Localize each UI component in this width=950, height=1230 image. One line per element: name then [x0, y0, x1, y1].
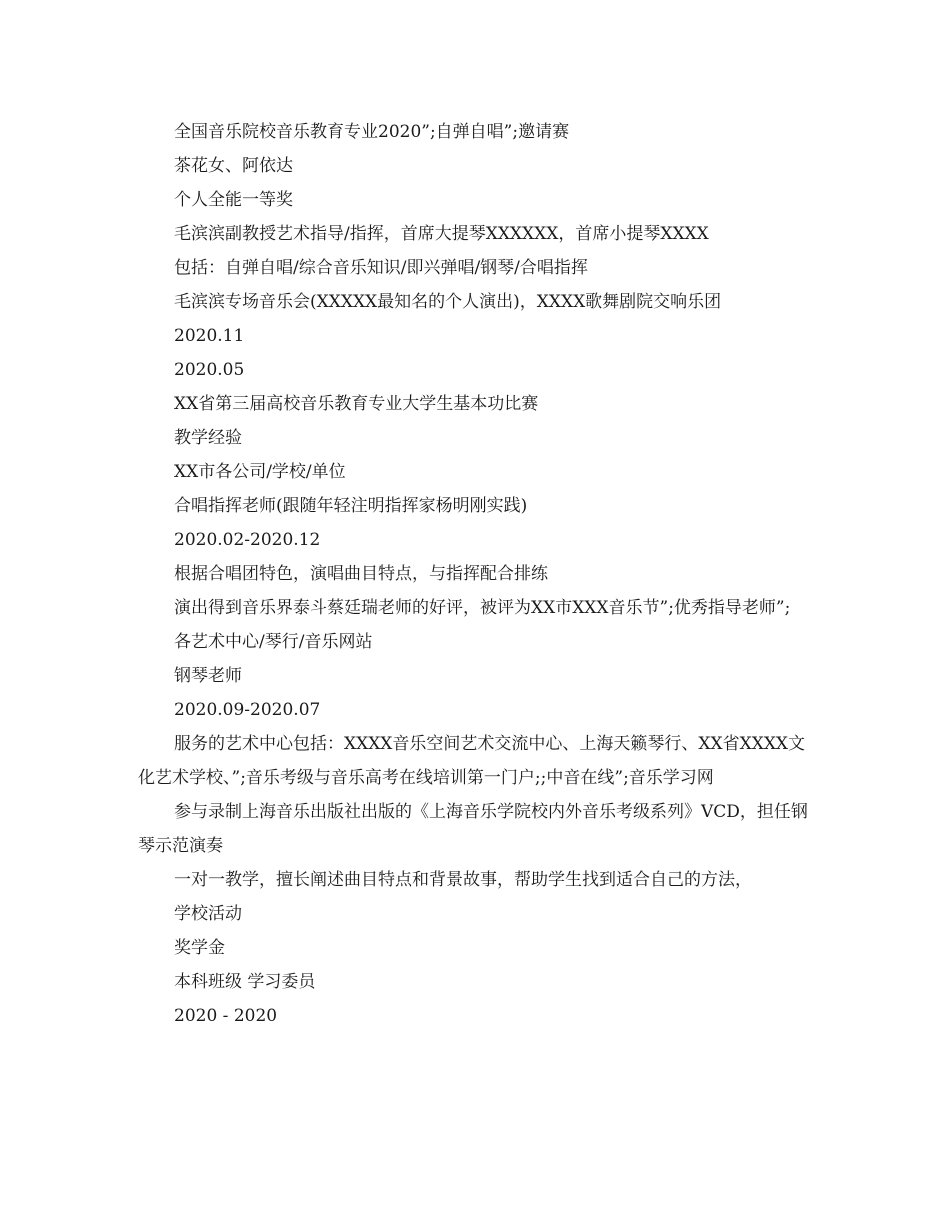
text-line: 毛滨滨副教授艺术指导/指挥，首席大提琴XXXXXX，首席小提琴XXXX [174, 224, 709, 244]
text-line: 个人全能一等奖 [174, 190, 293, 210]
text-line: 茶花女、阿依达 [174, 156, 293, 176]
text-line: 一对一教学，擅长阐述曲目特点和背景故事，帮助学生找到适合自己的方法， [174, 870, 752, 890]
text-line: 全国音乐院校音乐教育专业2020”;自弹自唱”;邀请赛 [174, 122, 570, 142]
text-paragraph: 参与录制上海音乐出版社出版的《上海音乐学院校内外音乐考级系列》VCD，担任钢琴示范演奏 [138, 802, 808, 856]
text-line: 毛滨滨专场音乐会(XXXXX最知名的个人演出)，XXXX歌舞剧院交响乐团 [174, 292, 722, 312]
section-heading: 教学经验 [174, 428, 242, 448]
text-line: 各艺术中心/琴行/音乐网站 [174, 632, 373, 652]
section-heading: 学校活动 [174, 904, 242, 924]
text-line: 2020.05 [174, 360, 245, 380]
text-line: XX市各公司/学校/单位 [174, 462, 346, 482]
text-line: 根据合唱团特色，演唱曲目特点，与指挥配合排练 [174, 564, 548, 584]
document-body [138, 115, 818, 1033]
text-line: 2020.09-2020.07 [174, 700, 321, 720]
text-line: 钢琴老师 [174, 666, 242, 686]
text-line: 本科班级 学习委员 [174, 972, 316, 992]
text-paragraph: 演出得到音乐界泰斗蔡廷瑞老师的好评，被评为XX市XXX音乐节”;优秀指导老师”; [174, 598, 791, 618]
text-line: 合唱指挥老师(跟随年轻注明指挥家杨明刚实践) [174, 496, 528, 516]
text-line: 奖学金 [174, 938, 225, 958]
text-paragraph: 服务的艺术中心包括：XXXX音乐空间艺术交流中心、上海天籁琴行、XX省XXXX文化艺术学校、”;音乐考级与音乐高考在线培训第一门户;;中音在线”;音乐学习网 [138, 734, 806, 788]
text-line: 2020.02-2020.12 [174, 530, 321, 550]
text-line: 包括：自弹自唱/综合音乐知识/即兴弹唱/钢琴/合唱指挥 [174, 258, 588, 278]
text-line: 2020.11 [174, 326, 245, 346]
text-line: 2020 - 2020 [174, 1006, 278, 1026]
text-line: XX省第三届高校音乐教育专业大学生基本功比赛 [174, 394, 539, 414]
